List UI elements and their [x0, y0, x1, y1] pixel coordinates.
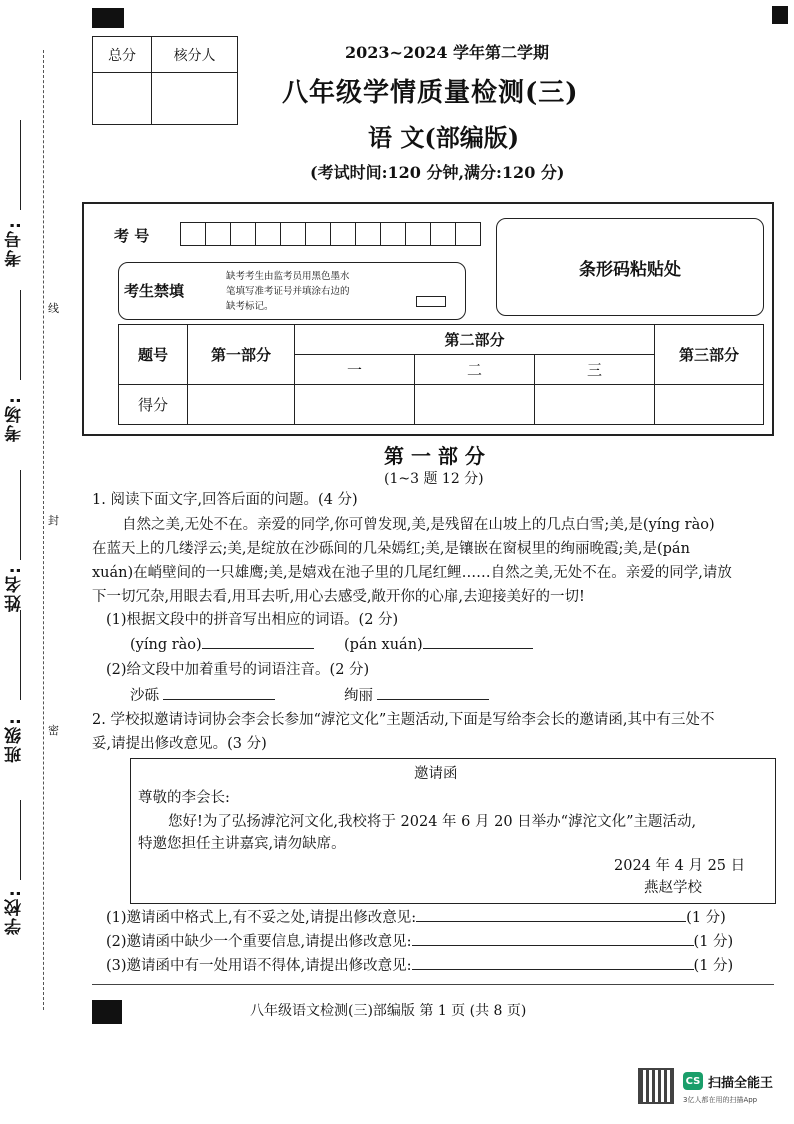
- exam-no-digit-box[interactable]: [306, 222, 331, 246]
- q2-stem-1: 2. 学校拟邀请诗词协会李会长参加“滹沱文化”主题活动,下面是写给李会长的邀请函,其中有三处不: [92, 712, 715, 728]
- q2-sub1-points: (1 分): [686, 910, 726, 926]
- binding-char-xian: 线: [48, 302, 59, 315]
- q2-sub3: [106, 954, 733, 978]
- letter-body-1: 您好!为了弘扬滹沱河文化,我校将于 2024 年 6 月 20 日举办“滹沱文化”主题活动,: [168, 814, 697, 830]
- answer-line[interactable]: [416, 907, 686, 922]
- q1-sub1-b: [344, 633, 533, 657]
- letter-title: 邀请函: [414, 766, 458, 782]
- answer-line[interactable]: [202, 634, 314, 649]
- exam-no-digit-box[interactable]: [431, 222, 456, 246]
- forbid-text-1: 缺考考生由监考员用黑色墨水: [226, 271, 350, 282]
- page-footer: 八年级语文检测(三)部编版 第 1 页 (共 8 页): [250, 1003, 527, 1019]
- checker-label: 核分人: [152, 37, 238, 73]
- forbid-text-3: 缺考标记。: [226, 301, 274, 312]
- registration-mark-bottom-left: [92, 1000, 122, 1024]
- section1-title: 第 一 部 分: [384, 444, 485, 468]
- qr-code-icon: [638, 1068, 674, 1104]
- school-label: 学校:: [5, 888, 25, 935]
- answer-line[interactable]: [423, 634, 533, 649]
- part1-header: 第一部分: [188, 325, 295, 385]
- q1-sub2-b: [344, 684, 489, 708]
- binding-line: [43, 50, 44, 1010]
- q2-sub2-text: (2)邀请函中缺少一个重要信息,请提出修改意见:: [106, 934, 412, 950]
- part2-sub-1: 一: [295, 355, 415, 385]
- scanner-tagline: 3亿人都在用的扫描App: [683, 1096, 758, 1104]
- exam-no-digit-box[interactable]: [256, 222, 281, 246]
- absent-mark-box[interactable]: [416, 296, 446, 307]
- part3-score-cell[interactable]: [655, 385, 764, 425]
- exam-no-digit-box[interactable]: [356, 222, 381, 246]
- exam-time-info: (考试时间:120 分钟,满分:120 分): [310, 163, 565, 182]
- part2-1-score-cell[interactable]: [295, 385, 415, 425]
- part2-header: 第二部分: [295, 325, 655, 355]
- q2-sub1-text: (1)邀请函中格式上,有不妥之处,请提出修改意见:: [106, 910, 417, 926]
- q1-sub1-b-label: (pán xuán): [344, 637, 423, 653]
- q1-stem: 1. 阅读下面文字,回答后面的问题。(4 分): [92, 492, 358, 508]
- checker-cell[interactable]: [152, 73, 238, 125]
- class-fill-line: [20, 610, 21, 700]
- q1-sub2-b-label: 绚丽: [344, 688, 373, 704]
- letter-greeting: 尊敬的李会长:: [138, 790, 230, 806]
- q1-passage-line-4: 下一切冗杂,用眼去看,用耳去听,用心去感受,敞开你的心扉,去迎接美好的一切!: [92, 589, 585, 605]
- q1-sub2: (2)给文段中加着重号的词语注音。(2 分): [106, 662, 370, 678]
- class-label: 班级:: [5, 716, 25, 763]
- room-fill-line: [20, 290, 21, 380]
- q-number-label: 题号: [119, 325, 188, 385]
- exam-no-digit-box[interactable]: [206, 222, 231, 246]
- registration-mark-top-right: [772, 6, 788, 24]
- part2-2-score-cell[interactable]: [414, 385, 534, 425]
- page-title: 八年级学情质量检测(三): [282, 78, 579, 108]
- exam-no-boxes[interactable]: [180, 222, 481, 246]
- exam-no-digit-box[interactable]: [180, 222, 206, 246]
- scanner-logo: CS: [683, 1072, 703, 1090]
- part2-sub-3: 三: [534, 355, 654, 385]
- exam-no-digit-box[interactable]: [381, 222, 406, 246]
- answer-line[interactable]: [412, 931, 694, 946]
- exam-no-digit-box[interactable]: [231, 222, 256, 246]
- score-row-label: 得分: [119, 385, 188, 425]
- exam-no-digit-box[interactable]: [456, 222, 481, 246]
- part1-score-cell[interactable]: [188, 385, 295, 425]
- barcode-area: 条形码粘贴处: [496, 218, 764, 316]
- q2-sub3-text: (3)邀请函中有一处用语不得体,请提出修改意见:: [106, 958, 412, 974]
- exam-no-digit-box[interactable]: [331, 222, 356, 246]
- q2-sub1: [106, 906, 726, 930]
- answer-line[interactable]: [412, 955, 694, 970]
- q1-passage-line-1: 自然之美,无处不在。亲爱的同学,你可曾发现,美,是残留在山坡上的几点白雪;美,是(yíng rào): [122, 517, 715, 533]
- parts-score-table: [118, 324, 764, 425]
- name-fill-line: [20, 470, 21, 560]
- forbid-label: 考生禁填: [124, 282, 185, 300]
- binding-char-mi: 密: [48, 724, 59, 737]
- q2-sub2: [106, 930, 733, 954]
- q2-stem-2: 妥,请提出修改意见。(3 分): [92, 736, 267, 752]
- q2-sub3-points: (1 分): [693, 958, 734, 974]
- q1-sub2-a-label: 沙砾: [130, 688, 159, 704]
- registration-mark-top-left: [92, 8, 124, 28]
- forbid-text-2: 笔填写准考证号并填涂右边的: [226, 286, 350, 297]
- exam-no-field-label: 考 号: [114, 227, 150, 245]
- exam-no-fill-line: [20, 120, 21, 210]
- q1-sub1-a-label: (yíng rào): [130, 637, 202, 653]
- bottom-divider: [92, 984, 774, 985]
- q1-sub2-a: [130, 684, 275, 708]
- answer-line[interactable]: [163, 685, 275, 700]
- total-score-cell[interactable]: [93, 73, 152, 125]
- q1-sub1: (1)根据文段中的拼音写出相应的词语。(2 分): [106, 612, 399, 628]
- q1-sub1-a: [130, 633, 314, 657]
- letter-signature: 燕赵学校: [644, 880, 702, 896]
- part3-header: 第三部分: [655, 325, 764, 385]
- room-label: 考场:: [5, 395, 25, 442]
- exam-no-digit-box[interactable]: [281, 222, 306, 246]
- semester-label: 2023~2024 学年第二学期: [345, 43, 550, 62]
- answer-line[interactable]: [377, 685, 489, 700]
- letter-body-2: 特邀您担任主讲嘉宾,请勿缺席。: [138, 836, 346, 852]
- name-label: 姓名:: [5, 565, 25, 612]
- part2-sub-2: 二: [414, 355, 534, 385]
- school-fill-line: [20, 800, 21, 880]
- section1-subtitle: (1~3 题 12 分): [384, 471, 484, 487]
- exam-no-digit-box[interactable]: [406, 222, 431, 246]
- q2-sub2-points: (1 分): [693, 934, 734, 950]
- letter-date: 2024 年 4 月 25 日: [614, 858, 746, 874]
- scanner-brand: 扫描全能王: [708, 1076, 774, 1091]
- total-score-box: [92, 36, 238, 125]
- binding-char-feng: 封: [48, 514, 59, 527]
- subject-title: 语 文(部编版): [368, 123, 520, 152]
- part2-3-score-cell[interactable]: [534, 385, 654, 425]
- q1-passage-line-3: xuán)在峭壁间的一只雄鹰;美,是嬉戏在池子里的几尾红鲤……自然之美,无处不在。亲爱的同学,请放: [92, 565, 732, 581]
- exam-no-label: 考号:: [5, 220, 25, 267]
- q1-passage-line-2: 在蓝天上的几缕浮云;美,是绽放在沙砾间的几朵嫣红;美,是镶嵌在窗棂里的绚丽晚霞;美,是(pán: [92, 541, 690, 557]
- total-label: 总分: [93, 37, 152, 73]
